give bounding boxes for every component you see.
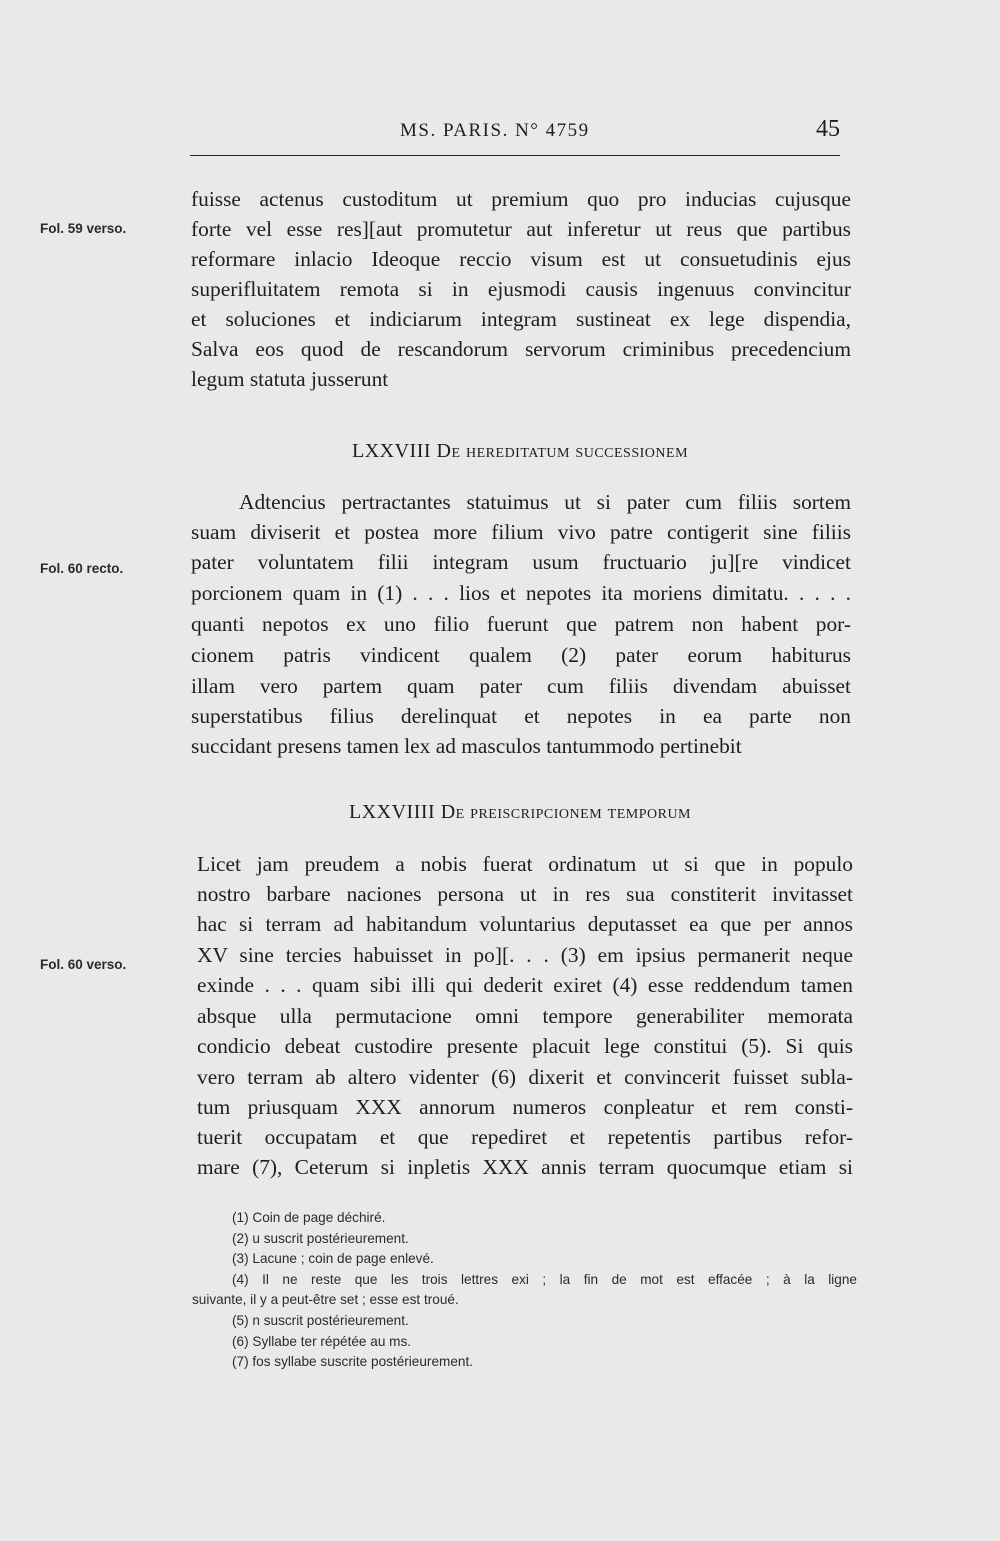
- text-line: et soluciones et indiciarum integram sustineat ex lege dispendia,: [191, 307, 851, 331]
- text-line: tuerit occupatam et que repediret et repetentis partibus refor-: [197, 1125, 853, 1149]
- heading-title: De preiscripcionem temporum: [440, 801, 691, 823]
- text-line: quanti nepotos ex uno filio fuerunt que patrem non habent por-: [191, 612, 851, 636]
- text-line: reformare inlacio Ideoque reccio visum est ut consuetudinis ejus: [191, 247, 851, 271]
- footnote-2: (2) u suscrit postérieurement.: [232, 1230, 409, 1246]
- text-line: forte vel esse res][aut promutetur aut inferetur ut reus que partibus: [191, 217, 851, 241]
- margin-note-fol-59-verso: Fol. 59 verso.: [40, 221, 127, 236]
- text-line: mare (7), Ceterum si inpletis XXX annis terram quocumque etiam si: [197, 1155, 853, 1179]
- text-line: Salva eos quod de rescandorum servorum criminibus precedencium: [191, 337, 851, 361]
- text-line: nostro barbare naciones persona ut in res sua constiterit invitasset: [197, 882, 853, 906]
- footnotes: [192, 1208, 862, 1373]
- text-line: superstatibus filius derelinquat et nepotes in ea parte non: [191, 704, 851, 728]
- heading-numeral: LXXVIIII: [349, 801, 436, 823]
- text-line: XV sine tercies habuisset in po][. . . (3) em ipsius permanerit neque: [197, 943, 853, 967]
- heading-title: De hereditatum successionem: [436, 440, 689, 462]
- text-line: legum statuta jusserunt: [191, 367, 389, 391]
- text-line: superifluitatem remota si in ejusmodi causis ingenuus convincitur: [191, 277, 851, 301]
- footnote-4: (4) Il ne reste que les trois lettres exi ; la fin de mot est effacée ; à la ligne: [232, 1271, 857, 1287]
- text-line: cionem patris vindicent qualem (2) pater eorum habiturus: [191, 643, 851, 667]
- text-line: vero terram ab altero videnter (6) dixerit et convincerit fuisset subla-: [197, 1065, 853, 1089]
- margin-note-fol-60-verso: Fol. 60 verso.: [40, 957, 127, 972]
- text-line: absque ulla permutacione omni tempore generabiliter memorata: [197, 1004, 853, 1028]
- text-line: fuisse actenus custoditum ut premium quo pro inducias cujusque: [191, 187, 851, 211]
- footnote-5: (5) n suscrit postérieurement.: [232, 1312, 409, 1328]
- margin-note-fol-60-recto: Fol. 60 recto.: [40, 561, 124, 576]
- text-line: condicio debeat custodire presente placuit lege constitui (5). Si quis: [197, 1034, 853, 1058]
- text-line: tum priusquam XXX annorum numeros conpleatur et rem consti-: [197, 1095, 853, 1119]
- text-line: porcionem quam in (1) . . . lios et nepotes ita moriens dimitatu. . . . .: [191, 581, 851, 605]
- footnote-4-continuation: suivante, il y a peut-être set ; esse est troué.: [192, 1292, 459, 1308]
- footnote-3: (3) Lacune ; coin de page enlevé.: [232, 1251, 434, 1267]
- section-heading-78: [190, 436, 850, 466]
- text-line: succidant presens tamen lex ad masculos tantummodo pertinebit: [191, 734, 742, 758]
- section-heading-79: [190, 797, 850, 827]
- running-title: MS. PARIS. N° 4759: [400, 120, 590, 141]
- running-head: [190, 116, 840, 150]
- text-line: suam diviserit et postea more filium vivo patre contigerit sine filiis: [191, 520, 851, 544]
- footnote-7: (7) fos syllabe suscrite postérieurement.: [232, 1354, 474, 1370]
- header-rule: [190, 155, 840, 156]
- text-line: hac si terram ad habitandum voluntarius deputasset ea que per annos: [197, 912, 853, 936]
- footnote-6: (6) Syllabe ter répétée au ms.: [232, 1333, 412, 1349]
- text-line: exinde . . . quam sibi illi qui dederit exiret (4) esse reddendum tamen: [197, 973, 853, 997]
- footnote-1: (1) Coin de page déchiré.: [232, 1210, 386, 1225]
- heading-numeral: LXXVIII: [351, 440, 432, 462]
- page-number: 45: [816, 116, 840, 142]
- text-line: pater voluntatem filii integram usum fructuario ju][re vindicet: [191, 550, 851, 574]
- text-line: Adtencius pertractantes statuimus ut si pater cum filiis sortem: [239, 490, 851, 514]
- text-line: Licet jam preudem a nobis fuerat ordinatum ut si que in populo: [197, 852, 853, 876]
- text-line: illam vero partem quam pater cum filiis divendam abuisset: [191, 674, 851, 698]
